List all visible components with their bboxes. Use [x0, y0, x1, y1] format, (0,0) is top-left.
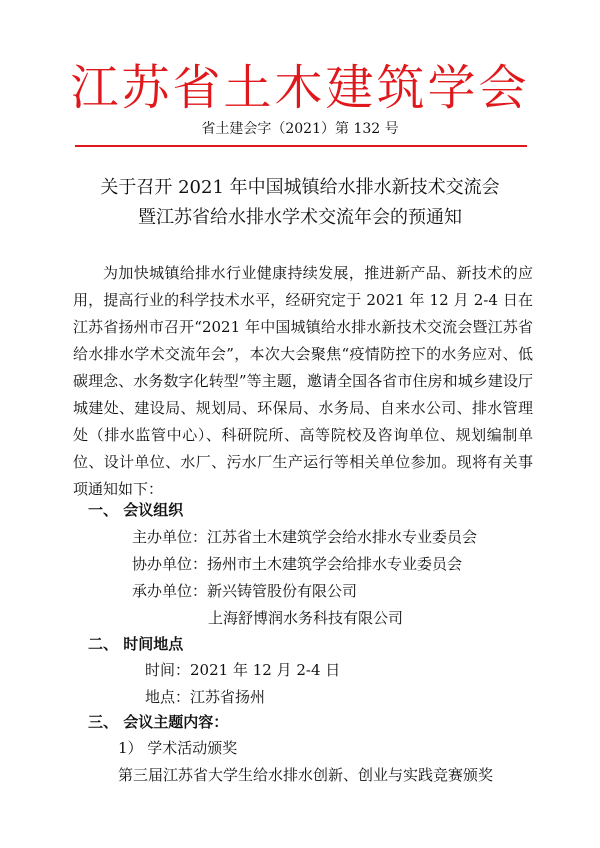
organizer-unit: 承办单位：新兴铸管股份有限公司: [132, 582, 358, 600]
section3-award-text: 第三届江苏省大学生给水排水创新、创业与实践竞赛颁奖: [118, 766, 494, 784]
org-title: 江苏省土木建筑学会: [70, 60, 530, 116]
intro-paragraph: 为加快城镇给排水行业健康持续发展，推进新产品、新技术的应用，提高行业的科学技术水平，经研究定于 2021 年 12 月 2-4 日在江苏省扬州市召开“2021 年中国城镇给水排水新技术交流会暨江苏省给水排水学术交流年会”，本次大会聚焦“疫情防控下的水务应对、低碳理念、水务数字化转型”等主题，邀请全国各省市住房和城乡建设厅城建处、建设局、规划局、环保局、水务局、自来水公司、排水管理处（排水监管中心）、科研院所、高等院校及咨询单位、规划编制单位、设计单位、水厂、污水厂生产运行等相关单位参加。现将有关事项通知如下：: [73, 264, 533, 498]
section2-heading: 二、 时间地点: [88, 635, 184, 653]
section1-heading: 一、 会议组织: [88, 501, 184, 519]
cohost-unit: 协办单位：扬州市土木建筑学会给排水专业委员会: [132, 555, 463, 573]
host-unit: 主办单位：江苏省土木建筑学会给水排水专业委员会: [132, 528, 478, 546]
section3-heading: 三、 会议主题内容：: [88, 713, 229, 731]
header-divider: [75, 145, 527, 147]
doc-number: 省土建会字（2021）第 132 号: [201, 121, 399, 137]
meeting-place: 地点：江苏省扬州: [145, 688, 266, 706]
section3-subheading: 1） 学术活动颁奖: [118, 739, 238, 757]
notice-title-line2: 暨江苏省给水排水学术交流年会的预通知: [138, 207, 462, 228]
notice-title-line1: 关于召开 2021 年中国城镇给水排水新技术交流会: [100, 177, 500, 198]
organizer-unit-2: 上海舒博润水务科技有限公司: [208, 609, 404, 627]
meeting-time: 时间：2021 年 12 月 2-4 日: [145, 661, 341, 679]
